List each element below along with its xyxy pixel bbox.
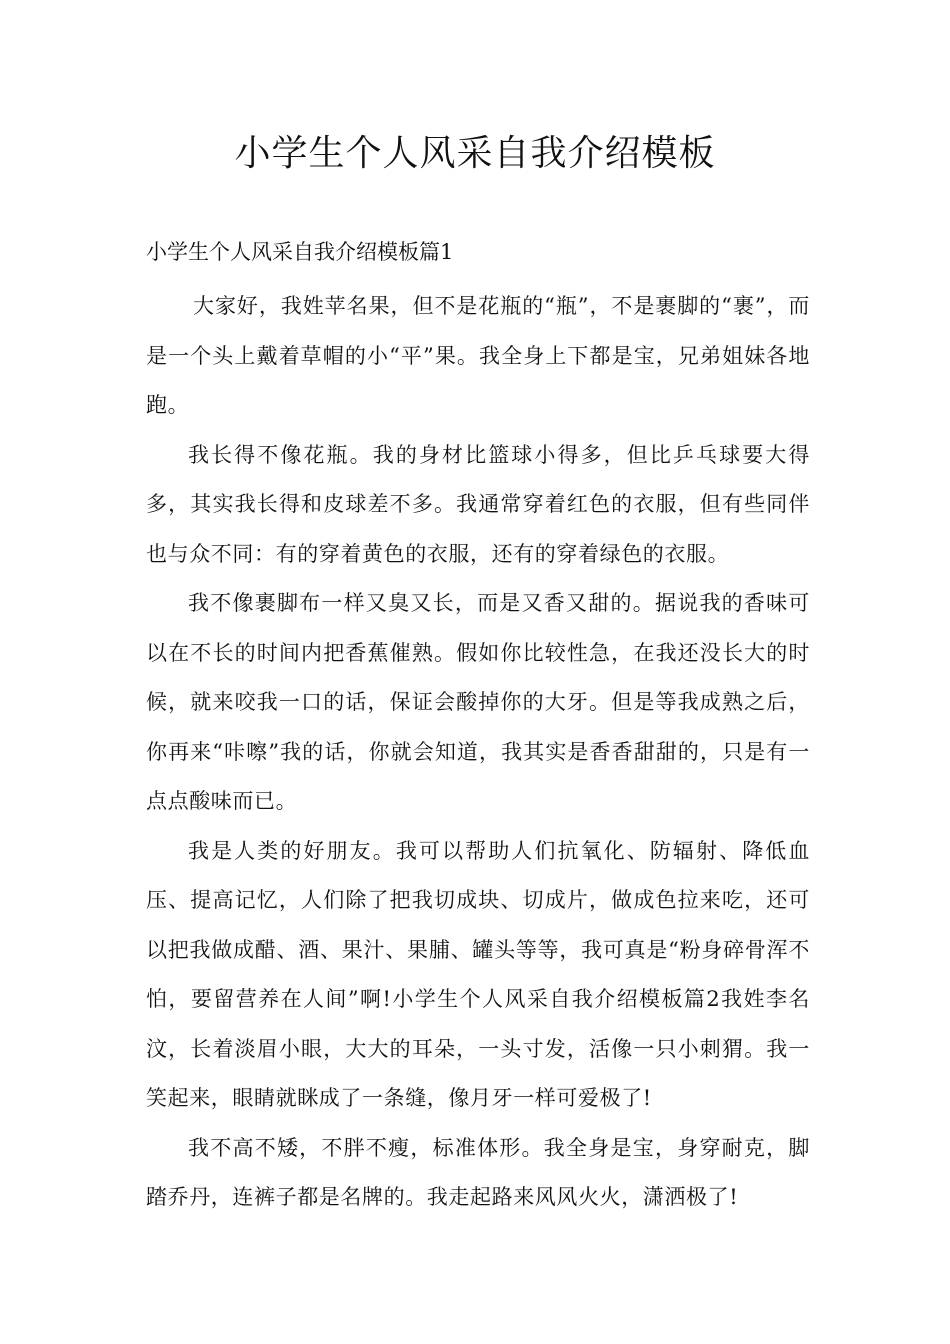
paragraph: 我长得不像花瓶。我的身材比篮球小得多，但比乒乓球要大得多，其实我长得和皮球差不多。我通常穿着红色的衣服，但有些同伴也与众不同：有的穿着黄色的衣服，还有的穿着绿色的衣服。 [146,442,810,566]
paragraph: 大家好，我姓苹名果，但不是花瓶的“瓶”，不是裹脚的“裹”，而是一个头上戴着草帽的小“平”果。我全身上下都是宝，兄弟姐妹各地跑。 [146,294,810,417]
paragraph: 我是人类的好朋友。我可以帮助人们抗氧化、防辐射、降低血压、提高记忆，人们除了把我切成块、切成片，做成色拉来吃，还可以把我做成醋、酒、果汁、果脯、罐头等等，我可真是“粉身碎骨浑不怕，要留营养在人间”啊!小学生个人风采自我介绍模板篇2我姓李名汶，长着淡眉小眼，大大的耳朵，一头寸发，活像一只小刺猬。我一笑起来，眼睛就眯成了一条缝，像月牙一样可爱极了! [146,838,810,1110]
paragraph: 我不高不矮，不胖不瘦，标准体形。我全身是宝，身穿耐克，脚踏乔丹，连裤子都是名牌的。我走起路来风风火火，潇洒极了! [146,1135,810,1209]
section-heading: 小学生个人风采自我介绍模板篇1 [146,240,454,264]
paragraph: 我不像裹脚布一样又臭又长，而是又香又甜的。据说我的香味可以在不长的时间内把香蕉催熟。假如你比较性急，在我还没长大的时候，就来咬我一口的话，保证会酸掉你的大牙。但是等我成熟之后，你再来“咔嚓”我的话，你就会知道，我其实是香香甜甜的，只是有一点点酸味而已。 [146,591,810,813]
body-text [146,282,810,1223]
document-title: 小学生个人风采自我介绍模板 [234,133,716,174]
